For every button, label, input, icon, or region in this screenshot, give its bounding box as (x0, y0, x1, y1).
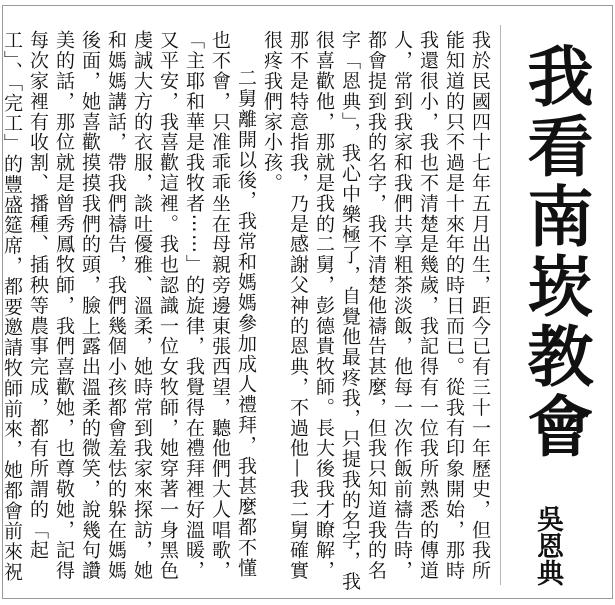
article-title: 我看南崁教會 (516, 42, 593, 462)
article-author: 吳恩典 (532, 505, 563, 586)
paragraph-1: 我於民國四十七年五月出生，距今已有三十一年歷史，但我所能知道的只不過是十來年的時日而已。從我有印象開始，那時我還很小，我也不清楚是幾歲，我記得有一位我所熟悉的傳道人，常到我家和我們共享粗茶淡飯，他每一次作飯前禱告時，都會提到我的名字，我不清楚他禱告甚麼，但我只知道我的名字「恩典」，我心中樂極了，自覺他最疼我，只提我的名字，我很喜歡他，那就是我的二舅，彭德貴牧師。長大後我才瞭解，那不是特意指我，乃是感謝父神的恩典，不過他—我二舅確實很疼我們家小孩。 (261, 30, 491, 592)
paragraph-2: 二舅離開以後，我常和媽媽參加成人禮拜，我甚麼都不懂也不會，只准乖乖坐在母親旁邊東張西望，聽他們大人唱歌，「主耶和華是我牧者⋯⋯」的旋律，我覺得在禮拜裡好溫暖，又平安，我喜歡這裡。我也認識一位女牧師，她穿著一身黑色虔誠大方的衣服，談吐優雅、溫柔，她時常到我家來探訪，她和媽媽講話，帶我們禱告，我們幾個小孩都會羞怯的躲在媽媽後面，她喜歡摸摸我們的頭，臉上露出溫柔的微笑，說幾句讚美的話，那位就是曾秀鳳牧師，我們喜歡她，也尊敬她，記得每次家裡有收割、播種、插秧等農事完成，都有所謂的「起工」、「完工」的豐盛筵席，都要邀請牧師前來，她都會前來祝 (1, 30, 257, 583)
column-divider (500, 25, 501, 585)
article-body (1, 30, 493, 594)
